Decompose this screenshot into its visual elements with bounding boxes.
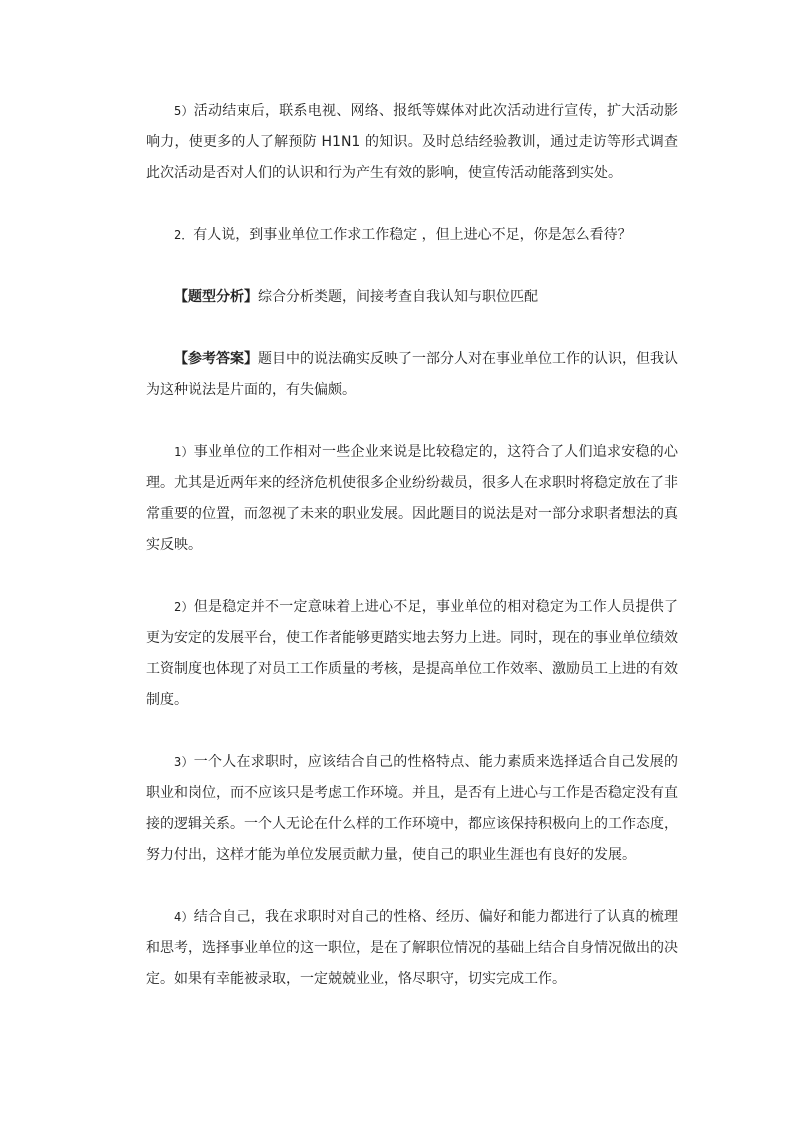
analysis-paragraph xyxy=(146,282,678,313)
paragraph-gap xyxy=(146,251,678,282)
point-number: 5） xyxy=(174,104,194,118)
point-number: 1） xyxy=(174,445,194,459)
paragraph-gap xyxy=(146,406,678,437)
paragraph-gap xyxy=(146,871,678,902)
analysis-text: 综合分析类题，间接考查自我认知与职位匹配 xyxy=(258,289,538,305)
analysis-label: 【题型分析】 xyxy=(174,289,258,305)
point-number: 2） xyxy=(174,600,194,614)
paragraph-point-1 xyxy=(146,437,678,561)
paragraph-text: 一个人在求职时，应该结合自己的性格特点、能力素质来选择适合自己发展的职业和岗位，而不应该只是考虑工作环境。并且，是否有上进心与工作是否稳定没有直接的逻辑关系。一个人无论在什么样的工作环境中，都应该保持积极向上的工作态度，努力付出，这样才能为单位发展贡献力量，使自己的职业生涯也有良好的发展。 xyxy=(146,754,678,863)
paragraph-point-3 xyxy=(146,747,678,871)
answer-label: 【参考答案】 xyxy=(174,351,258,367)
paragraph-gap xyxy=(146,313,678,344)
paragraph-gap xyxy=(146,561,678,592)
paragraph-text: 结合自己，我在求职时对自己的性格、经历、偏好和能力都进行了认真的梳理和思考，选择事业单位的这一职位，是在了解职位情况的基础上结合自身情况做出的决定。如果有幸能被录取，一定兢兢业业，恪尽职守，切实完成工作。 xyxy=(146,909,678,987)
paragraph-gap xyxy=(146,189,678,220)
paragraph-text: 活动结束后，联系电视、网络、报纸等媒体对此次活动进行宣传，扩大活动影响力，使更多的人了解预防 H1N1 的知识。及时总结经验教训，通过走访等形式调查此次活动是否对人们的认识和行为产生有效的影响，使宣传活动能落到实处。 xyxy=(146,103,678,181)
paragraph-gap xyxy=(146,716,678,747)
question-number: 2． xyxy=(174,228,194,242)
paragraph-point-5 xyxy=(146,96,678,189)
paragraph-point-4 xyxy=(146,902,678,995)
paragraph-text: 但是稳定并不一定意味着上进心不足，事业单位的相对稳定为工作人员提供了更为安定的发展平台，使工作者能够更踏实地去努力上进。同时，现在的事业单位绩效工资制度也体现了对员工工作质量的考核，是提高单位工作效率、激励员工上进的有效制度。 xyxy=(146,599,678,708)
answer-text: 题目中的说法确实反映了一部分人对在事业单位工作的认识，但我认为这种说法是片面的，有失偏颇。 xyxy=(146,351,678,398)
question-text: 有人说，到事业单位工作求工作稳定 ，但上进心不足，你是怎么看待？ xyxy=(193,227,632,243)
paragraph-point-2 xyxy=(146,592,678,716)
document-body xyxy=(146,96,678,995)
point-number: 3） xyxy=(174,755,194,769)
point-number: 4） xyxy=(174,910,194,924)
paragraph-text: 事业单位的工作相对一些企业来说是比较稳定的，这符合了人们追求安稳的心理。尤其是近两年来的经济危机使很多企业纷纷裁员，很多人在求职时将稳定放在了非常重要的位置，而忽视了未来的职业发展。因此题目的说法是对一部分求职者想法的真实反映。 xyxy=(146,444,678,553)
question-2 xyxy=(146,220,678,251)
answer-paragraph xyxy=(146,344,678,406)
